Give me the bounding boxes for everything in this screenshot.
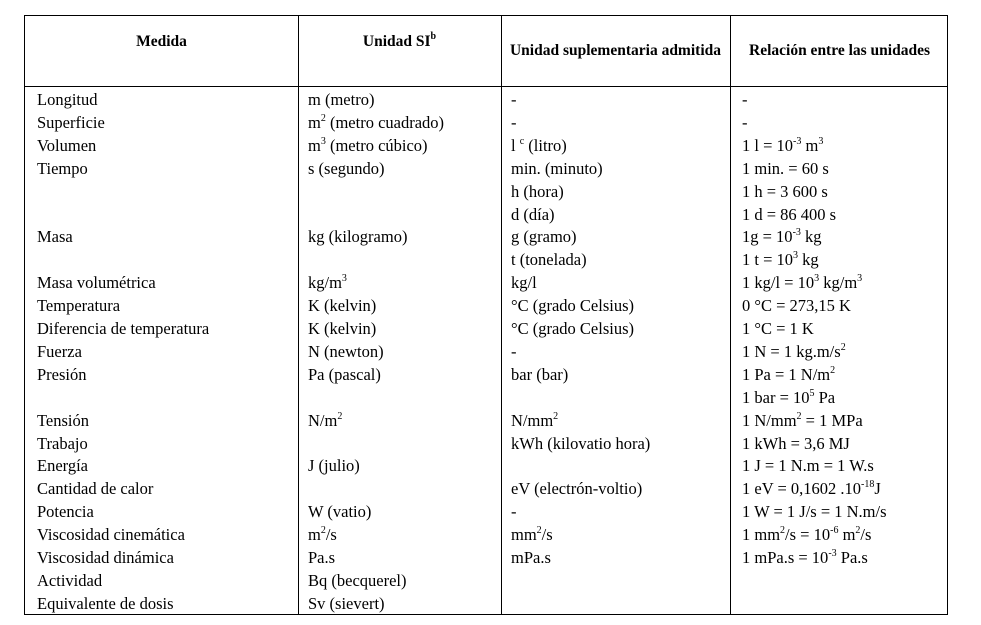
- cell-unidad-si: [308, 90, 374, 110]
- cell-unidad-suplementaria: [511, 227, 577, 247]
- cell-text: 1 N = 1 kg.m/s: [742, 341, 841, 361]
- cell-unidad-si: [308, 365, 381, 385]
- cell-unidad-si: [308, 227, 407, 247]
- cell-text: 1 bar = 10: [742, 387, 810, 407]
- cell-text: Tiempo: [37, 158, 88, 178]
- cell-relacion: [742, 159, 829, 179]
- cell-text: eV (electrón-voltio): [511, 479, 643, 499]
- cell-relacion: [742, 319, 814, 339]
- cell-medida: [37, 571, 102, 591]
- cell-relacion: [742, 548, 868, 568]
- cell-medida: [37, 365, 87, 385]
- cell-text: Potencia: [37, 502, 94, 522]
- cell-unidad-si: [308, 594, 385, 614]
- cell-unidad-suplementaria: [511, 159, 603, 179]
- cell-medida: [37, 159, 88, 179]
- superscript: 3: [818, 135, 824, 147]
- cell-relacion: [742, 227, 822, 247]
- header-unidad-si-text: Unidad SI: [362, 33, 431, 50]
- cell-relacion: [742, 388, 835, 408]
- cell-text: Tensión: [37, 410, 90, 430]
- superscript: -3: [793, 135, 802, 147]
- cell-text: -: [511, 112, 517, 132]
- cell-text: 1 d = 86 400 s: [742, 204, 837, 224]
- cell-unidad-suplementaria: [511, 205, 555, 225]
- cell-text: (metro cúbico): [325, 135, 428, 155]
- cell-text: 1 W = 1 J/s = 1 N.m/s: [742, 502, 887, 522]
- superscript: 2: [320, 525, 326, 537]
- superscript: 2: [536, 525, 542, 537]
- cell-text: Temperatura: [37, 296, 121, 316]
- cell-text: kg (kilogramo): [308, 227, 408, 247]
- cell-relacion: [742, 365, 835, 385]
- cell-text: kg/l: [511, 273, 537, 293]
- cell-relacion: [742, 502, 887, 522]
- cell-text: g (gramo): [511, 227, 577, 247]
- cell-text: Energía: [37, 456, 89, 476]
- cell-text: -: [742, 112, 748, 132]
- header-relacion-text: Relación entre las unidades: [749, 42, 930, 59]
- cell-text: J: [874, 479, 881, 499]
- cell-relacion: [742, 479, 881, 499]
- cell-unidad-suplementaria: [511, 365, 568, 385]
- cell-text: K (kelvin): [308, 296, 377, 316]
- superscript: 3: [320, 135, 326, 147]
- cell-unidad-suplementaria: [511, 411, 558, 431]
- cell-unidad-suplementaria: [511, 296, 634, 316]
- cell-unidad-si: [308, 502, 371, 522]
- cell-text: Equivalente de dosis: [37, 593, 174, 613]
- cell-text: Sv (sievert): [308, 593, 385, 613]
- cell-text: Masa volumétrica: [37, 273, 156, 293]
- cell-text: m: [308, 525, 321, 545]
- header-unidad-suplementaria: [501, 16, 730, 86]
- cell-text: 1 J = 1 N.m = 1 W.s: [742, 456, 874, 476]
- cell-unidad-si: [308, 456, 360, 476]
- cell-text: °C (grado Celsius): [511, 319, 635, 338]
- cell-relacion: [742, 456, 874, 476]
- cell-text: d (día): [511, 204, 555, 224]
- header-medida-text: Medida: [136, 33, 187, 50]
- cell-unidad-suplementaria: [511, 525, 553, 545]
- cell-medida: [37, 525, 185, 545]
- superscript: 2: [553, 410, 559, 422]
- cell-text: kWh (kilovatio hora): [511, 433, 651, 453]
- cell-text: 1 mm: [742, 525, 781, 545]
- header-unidad-suplementaria-text: Unidad suplementaria admitida: [509, 42, 721, 59]
- cell-unidad-suplementaria: [511, 90, 517, 110]
- cell-unidad-suplementaria: [511, 479, 642, 499]
- cell-text: t (tonelada): [511, 250, 587, 270]
- header-relacion: [730, 16, 949, 86]
- cell-text: (litro): [524, 135, 567, 155]
- cell-text: /s = 10: [785, 525, 831, 545]
- superscript: 3: [341, 273, 347, 285]
- cell-medida: [37, 113, 105, 133]
- cell-text: N (newton): [308, 341, 384, 361]
- cell-relacion: [742, 296, 851, 316]
- cell-text: Viscosidad dinámica: [37, 548, 174, 567]
- cell-text: 1g = 10: [742, 227, 793, 247]
- cell-text: s (segundo): [308, 158, 385, 178]
- cell-text: mPa.s: [511, 548, 551, 567]
- column-divider: [501, 16, 502, 614]
- cell-unidad-si: [308, 319, 376, 339]
- superscript: 2: [830, 364, 836, 376]
- cell-text: 1 mPa.s = 10: [742, 548, 829, 567]
- cell-medida: [37, 273, 156, 293]
- cell-medida: [37, 411, 89, 431]
- cell-text: J (julio): [308, 456, 360, 476]
- cell-text: m (metro): [308, 90, 375, 109]
- cell-unidad-si: [308, 411, 342, 431]
- cell-text: Viscosidad cinemática: [37, 525, 185, 545]
- cell-unidad-suplementaria: [511, 182, 564, 202]
- cell-text: 1 N/mm: [742, 410, 797, 430]
- cell-medida: [37, 342, 82, 362]
- cell-text: (metro cuadrado): [325, 112, 445, 132]
- header-footnote-marker: b: [430, 31, 437, 42]
- cell-unidad-si: [308, 113, 444, 133]
- cell-text: m: [308, 135, 321, 155]
- header-unidad-si: [298, 16, 501, 86]
- cell-relacion: [742, 434, 850, 454]
- cell-text: h (hora): [511, 181, 564, 201]
- superscript: 5: [809, 387, 815, 399]
- cell-medida: [37, 479, 153, 499]
- cell-unidad-suplementaria: [511, 342, 517, 362]
- cell-unidad-suplementaria: [511, 273, 537, 293]
- cell-text: N/m: [308, 410, 338, 430]
- cell-text: = 1 MPa: [801, 410, 863, 430]
- cell-text: 1 eV = 0,1602 .10: [742, 479, 861, 499]
- cell-medida: [37, 319, 209, 339]
- superscript: 3: [857, 273, 863, 285]
- cell-relacion: [742, 90, 748, 110]
- cell-text: /s: [541, 525, 553, 545]
- cell-unidad-suplementaria: [511, 113, 517, 133]
- cell-text: mm: [511, 525, 537, 545]
- cell-text: Trabajo: [37, 433, 88, 453]
- cell-text: Pa.s: [308, 548, 336, 567]
- cell-text: 1 °C = 1 K: [742, 319, 814, 338]
- cell-medida: [37, 227, 73, 247]
- cell-text: /s: [325, 525, 337, 545]
- superscript: -18: [861, 479, 875, 491]
- cell-unidad-si: [308, 525, 337, 545]
- superscript: 2: [320, 112, 326, 124]
- cell-relacion: [742, 342, 846, 362]
- cell-text: Diferencia de temperatura: [37, 319, 210, 338]
- cell-unidad-si: [308, 548, 335, 568]
- cell-text: 1 kWh = 3,6 MJ: [742, 433, 850, 453]
- cell-medida: [37, 502, 94, 522]
- cell-medida: [37, 136, 96, 156]
- cell-text: Presión: [37, 364, 87, 384]
- cell-relacion: [742, 273, 862, 293]
- cell-text: Superficie: [37, 112, 105, 132]
- superscript: -6: [830, 525, 839, 537]
- cell-text: N/mm: [511, 410, 554, 430]
- cell-text: W (vatio): [308, 502, 372, 522]
- cell-relacion: [742, 136, 823, 156]
- cell-text: Masa: [37, 227, 73, 247]
- cell-text: Fuerza: [37, 341, 82, 361]
- cell-unidad-suplementaria: [511, 548, 551, 568]
- superscript: 2: [780, 525, 786, 537]
- cell-unidad-suplementaria: [511, 434, 650, 454]
- cell-text: l: [511, 135, 520, 155]
- cell-text: K (kelvin): [308, 319, 377, 338]
- cell-relacion: [742, 250, 819, 270]
- cell-medida: [37, 434, 88, 454]
- cell-text: -: [742, 90, 748, 109]
- cell-text: Pa (pascal): [308, 364, 381, 384]
- superscript: c: [519, 135, 525, 147]
- cell-unidad-suplementaria: [511, 136, 567, 156]
- cell-text: 1 h = 3 600 s: [742, 181, 828, 201]
- cell-text: Bq (becquerel): [308, 570, 407, 590]
- cell-text: 1 Pa = 1 N/m: [742, 364, 831, 384]
- cell-relacion: [742, 182, 828, 202]
- cell-relacion: [742, 205, 836, 225]
- cell-medida: [37, 548, 174, 568]
- cell-text: m: [308, 112, 321, 132]
- superscript: 2: [855, 525, 861, 537]
- cell-text: 0 °C = 273,15 K: [742, 296, 851, 316]
- cell-text: kg/m: [819, 273, 858, 293]
- cell-text: -: [511, 502, 517, 522]
- cell-text: kg/m: [308, 273, 342, 293]
- cell-text: 1 min. = 60 s: [742, 158, 829, 178]
- superscript: 3: [793, 250, 799, 262]
- superscript: 2: [840, 341, 846, 353]
- cell-text: 1 t = 10: [742, 250, 794, 270]
- cell-text: Actividad: [37, 570, 103, 590]
- cell-relacion: [742, 525, 871, 545]
- cell-text: kg: [798, 250, 819, 270]
- cell-text: m: [838, 525, 856, 545]
- cell-text: °C (grado Celsius): [511, 296, 635, 316]
- cell-text: Pa.s: [836, 548, 868, 567]
- cell-medida: [37, 90, 98, 110]
- cell-text: min. (minuto): [511, 158, 603, 178]
- cell-unidad-suplementaria: [511, 250, 587, 270]
- superscript: -3: [828, 548, 837, 559]
- cell-text: 1 l = 10: [742, 135, 794, 155]
- cell-medida: [37, 296, 120, 316]
- header-divider: [25, 86, 947, 87]
- superscript: -3: [792, 227, 801, 239]
- column-divider: [730, 16, 731, 614]
- cell-text: kg: [800, 227, 822, 247]
- column-divider: [298, 16, 299, 614]
- cell-unidad-si: [308, 159, 385, 179]
- units-table: [24, 15, 948, 615]
- header-medida: [25, 16, 298, 86]
- cell-text: 1 kg/l = 10: [742, 273, 815, 293]
- cell-medida: [37, 456, 88, 476]
- superscript: 3: [814, 273, 820, 285]
- cell-text: bar (bar): [511, 364, 569, 384]
- cell-text: -: [511, 90, 517, 109]
- cell-text: /s: [860, 525, 872, 545]
- cell-text: Cantidad de calor: [37, 479, 154, 499]
- cell-unidad-si: [308, 273, 347, 293]
- cell-unidad-si: [308, 571, 407, 591]
- superscript: 2: [337, 410, 343, 422]
- superscript: 2: [796, 410, 802, 422]
- cell-unidad-suplementaria: [511, 319, 634, 339]
- cell-unidad-si: [308, 136, 428, 156]
- cell-text: Longitud: [37, 90, 98, 109]
- cell-text: Pa: [814, 387, 836, 407]
- cell-relacion: [742, 113, 748, 133]
- cell-unidad-si: [308, 342, 384, 362]
- cell-relacion: [742, 411, 863, 431]
- cell-unidad-si: [308, 296, 376, 316]
- cell-text: m: [801, 135, 819, 155]
- cell-medida: [37, 594, 174, 614]
- cell-text: -: [511, 341, 517, 361]
- cell-text: Volumen: [37, 135, 97, 155]
- cell-unidad-suplementaria: [511, 502, 517, 522]
